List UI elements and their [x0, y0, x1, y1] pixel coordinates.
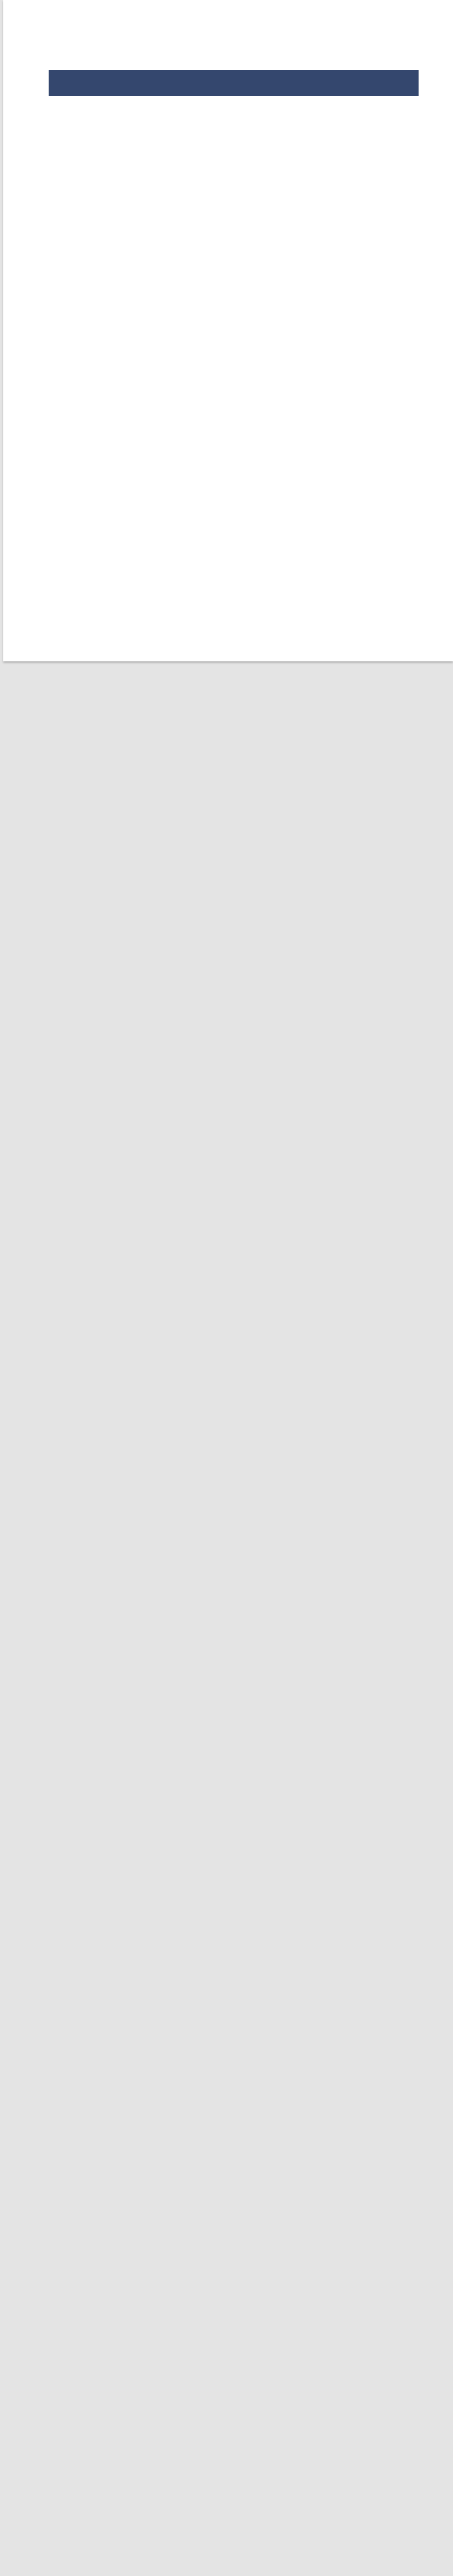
schedule-item-document-result [55, 188, 419, 211]
section-4-header [49, 70, 419, 96]
schedule-item-notice [55, 115, 419, 139]
schedule-item-interview [55, 224, 419, 248]
schedule-item-final [55, 283, 419, 306]
schedule-item-receipt [55, 152, 419, 175]
page-4 [3, 0, 453, 661]
